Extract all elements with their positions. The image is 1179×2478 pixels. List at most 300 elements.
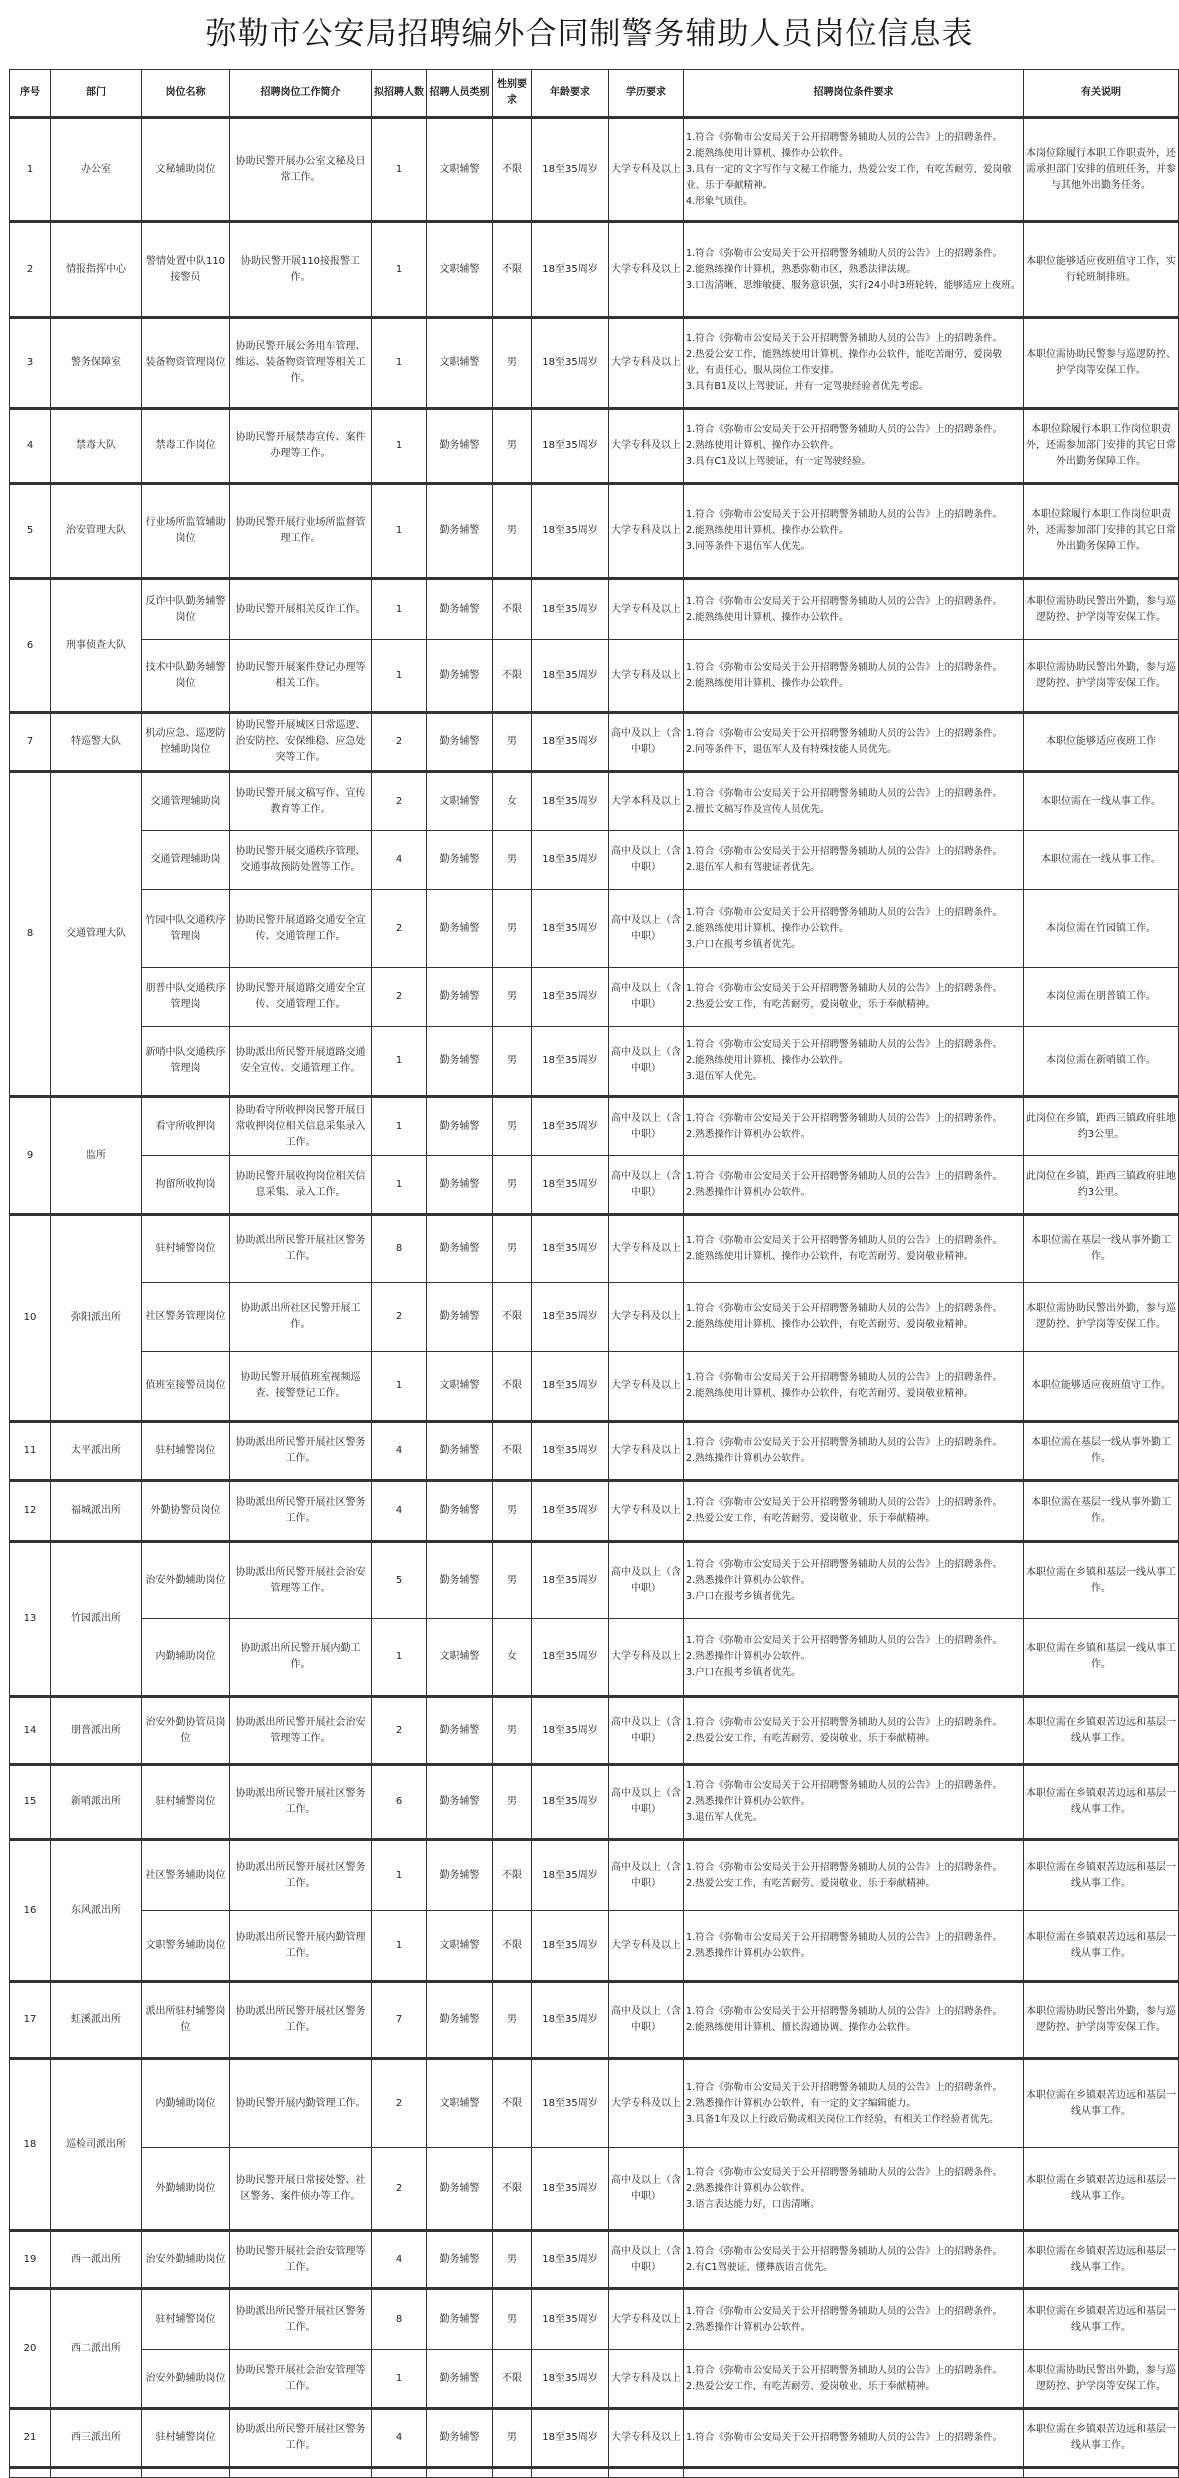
condition-item: 2.热爱公安工作，能熟练使用计算机、操作办公软件，能吃苦耐劳，爱岗敬业，有责任心，服从岗位工作安排。 (686, 349, 1003, 376)
position-name: 外勤协警员岗位 (142, 1481, 230, 1542)
staff-type: 勤务辅警 (427, 1481, 493, 1542)
position-name: 驻村辅警岗位 (142, 1422, 230, 1481)
age-requirement: 18至35周岁 (532, 1840, 609, 1911)
table-row (10, 118, 1179, 222)
condition-item: 2.能熟练使用计算机、操作办公软件。 (686, 922, 849, 934)
conditions (684, 579, 1024, 640)
position-name: 交通管理辅助岗 (142, 831, 230, 890)
age-requirement: 18至35周岁 (532, 1697, 609, 1765)
remarks: 本职位除履行本职工作岗位职责外，还需参加部门安排的其它日常外出勤务保障工作。 (1024, 409, 1179, 484)
remarks: 本职位能够适应夜班值守工作。 (1024, 1352, 1179, 1422)
position-description: 协助民警开展社会治安管理等工作。 (230, 2350, 372, 2409)
conditions (684, 1352, 1024, 1422)
table-row (10, 1352, 1179, 1422)
recruit-count: 4 (372, 1422, 427, 1481)
department: 治安管理大队 (51, 484, 142, 579)
gender-requirement: 男 (493, 1542, 532, 1619)
condition-item: 2.能熟练使用计算机、操作办公软件。 (686, 611, 849, 623)
condition-item: 2.熟悉操作计算机办公软件。 (686, 1186, 811, 1198)
condition-item: 1.符合《弥勒市公安局关于公开招聘警务辅助人员的公告》上的招聘条件。 (686, 1039, 1003, 1050)
remarks: 本职位需在乡镇和基层一线从事工作。 (1024, 1542, 1179, 1619)
position-name: 文秘辅助岗位 (142, 118, 230, 222)
education-requirement: 大学专科及以上 (609, 1911, 684, 1982)
position-description: 协助民警开展公务用车管理、维运、装备物资管理等相关工作。 (230, 318, 372, 409)
row-number: 21 (10, 2409, 51, 2468)
conditions (684, 1697, 1024, 1765)
gender-requirement: 男 (493, 968, 532, 1027)
empty-cell (372, 2468, 427, 2478)
staff-type: 勤务辅警 (427, 1027, 493, 1097)
position-description: 协助派出所民警开展社区警务工作。 (230, 1765, 372, 1840)
staff-type: 勤务辅警 (427, 1283, 493, 1352)
recruitment-table (9, 69, 1179, 2478)
table-row (10, 1027, 1179, 1097)
remarks: 本职位需协助民警出外勤，参与巡逻防控、护学岗等安保工作。 (1024, 640, 1179, 713)
condition-item: 2.熟悉操作计算机办公软件。 (686, 1796, 811, 1807)
education-requirement: 大学专科及以上 (609, 1619, 684, 1697)
conditions (684, 1422, 1024, 1481)
recruit-count: 5 (372, 1542, 427, 1619)
education-requirement: 大学专科及以上 (609, 409, 684, 484)
position-description: 协助民警开展110接报警工作。 (230, 222, 372, 318)
education-requirement: 高中及以上（含中职） (609, 1542, 684, 1619)
remarks: 本职位需在一线从事工作。 (1024, 772, 1179, 831)
department: 西三派出所 (51, 2409, 142, 2468)
department: 弥阳派出所 (51, 1215, 142, 1422)
position-description: 协助民警开展交通秩序管理、交通事故预防处置等工作。 (230, 831, 372, 890)
condition-item: 1.符合《弥勒市公安局关于公开招聘警务辅助人员的公告》上的招聘条件。 (686, 595, 1003, 607)
conditions (684, 1911, 1024, 1982)
empty-cell (230, 2468, 372, 2478)
age-requirement: 18至35周岁 (532, 409, 609, 484)
education-requirement: 高中及以上（含中职） (609, 1156, 684, 1215)
education-requirement: 高中及以上（含中职） (609, 2231, 684, 2289)
gender-requirement: 男 (493, 1027, 532, 1097)
gender-requirement: 男 (493, 409, 532, 484)
position-description: 协助民警开展相关反诈工作。 (230, 579, 372, 640)
row-number: 19 (10, 2231, 51, 2289)
staff-type: 勤务辅警 (427, 1156, 493, 1215)
education-requirement: 高中及以上（含中职） (609, 1027, 684, 1097)
remarks: 本职位需协助民警出外勤，参与巡逻防控、护学岗等安保工作。 (1024, 579, 1179, 640)
condition-item: 2.能熟练使用计算机、操作办公软件，有吃苦耐劳、爱岗敬业精神。 (686, 1251, 974, 1262)
gender-requirement: 男 (493, 1156, 532, 1215)
staff-type: 勤务辅警 (427, 1840, 493, 1911)
condition-item: 1.符合《弥勒市公安局关于公开招聘警务辅助人员的公告》上的招聘条件。 (686, 1112, 1003, 1124)
age-requirement: 18至35周岁 (532, 2289, 609, 2350)
position-name: 内勤辅助岗位 (142, 2059, 230, 2148)
age-requirement: 18至35周岁 (532, 579, 609, 640)
gender-requirement: 男 (493, 890, 532, 968)
position-name: 装备物资管理岗位 (142, 318, 230, 409)
condition-item: 2.能熟练使用计算机、操作办公软件。 (686, 147, 849, 159)
conditions (684, 1840, 1024, 1911)
recruit-count: 2 (372, 772, 427, 831)
header-position: 岗位名称 (142, 70, 230, 118)
condition-item: 1.符合《弥勒市公安局关于公开招聘警务辅助人员的公告》上的招聘条件。 (686, 1635, 1003, 1646)
education-requirement: 大学专科及以上 (609, 2289, 684, 2350)
position-description: 协助派出所民警开展社区警务工作。 (230, 2409, 372, 2468)
table-header-row (10, 70, 1179, 118)
gender-requirement: 男 (493, 2289, 532, 2350)
condition-item: 1.符合《弥勒市公安局关于公开招聘警务辅助人员的公告》上的招聘条件。 (686, 1931, 1003, 1943)
staff-type: 文职辅警 (427, 1911, 493, 1982)
position-name: 外勤辅助岗位 (142, 2148, 230, 2231)
education-requirement: 高中及以上（含中职） (609, 713, 684, 772)
conditions (684, 1156, 1024, 1215)
position-name: 禁毒工作岗位 (142, 409, 230, 484)
conditions (684, 484, 1024, 579)
education-requirement: 大学专科及以上 (609, 2059, 684, 2148)
position-name: 竹园中队交通秩序管理岗 (142, 890, 230, 968)
education-requirement: 高中及以上（含中职） (609, 831, 684, 890)
remarks: 本职位需协助民警出外勤，参与巡逻防控、护学岗等安保工作。 (1024, 2350, 1179, 2409)
department: 监所 (51, 1097, 142, 1215)
education-requirement: 大学专科及以上 (609, 1422, 684, 1481)
table-row (10, 1697, 1179, 1765)
table-row (10, 890, 1179, 968)
table-row (10, 1542, 1179, 1619)
row-number: 9 (10, 1097, 51, 1215)
condition-item: 1.符合《弥勒市公安局关于公开招聘警务辅助人员的公告》上的招聘条件。 (686, 2432, 1003, 2443)
staff-type: 勤务辅警 (427, 579, 493, 640)
condition-item: 1.符合《弥勒市公安局关于公开招聘警务辅助人员的公告》上的招聘条件。 (686, 983, 1003, 994)
condition-item: 1.符合《弥勒市公安局关于公开招聘警务辅助人员的公告》上的招聘条件。 (686, 2245, 1003, 2257)
condition-item: 1.符合《弥勒市公安局关于公开招聘警务辅助人员的公告》上的招聘条件。 (686, 728, 1003, 739)
age-requirement: 18至35周岁 (532, 2059, 609, 2148)
education-requirement: 大学专科及以上 (609, 484, 684, 579)
education-requirement: 大学专科及以上 (609, 118, 684, 222)
staff-type: 文职辅警 (427, 318, 493, 409)
position-name: 驻村辅警岗位 (142, 1215, 230, 1283)
row-number: 15 (10, 1765, 51, 1840)
condition-item: 2.热爱公安工作，有吃苦耐劳、爱岗敬业、乐于奉献精神。 (686, 2380, 935, 2392)
staff-type: 勤务辅警 (427, 2409, 493, 2468)
condition-item: 2.能熟练使用计算机、操作办公软件，有吃苦耐劳、爱岗敬业精神。 (686, 1319, 974, 1330)
gender-requirement: 女 (493, 772, 532, 831)
remarks: 本职位需在乡镇和基层一线从事工作。 (1024, 1619, 1179, 1697)
recruit-count: 1 (372, 1027, 427, 1097)
position-description: 协助民警开展道路交通安全宣传、交通管理工作。 (230, 968, 372, 1027)
gender-requirement: 不限 (493, 2350, 532, 2409)
row-number: 8 (10, 772, 51, 1097)
condition-item: 1.符合《弥勒市公安局关于公开招聘警务辅助人员的公告》上的招聘条件。 (686, 1235, 1003, 1246)
age-requirement: 18至35周岁 (532, 2350, 609, 2409)
condition-item: 2.熟练操作计算机办公软件。 (686, 1453, 811, 1464)
header-no: 序号 (10, 70, 51, 118)
empty-cell (10, 2468, 51, 2478)
conditions (684, 1097, 1024, 1156)
conditions (684, 1982, 1024, 2059)
remarks: 此岗位在乡镇，距西三镇政府驻地约3公里。 (1024, 1097, 1179, 1156)
condition-item: 4.形象气质佳。 (686, 195, 753, 207)
department: 刑事侦查大队 (51, 579, 142, 713)
table-row (10, 2289, 1179, 2350)
conditions (684, 1215, 1024, 1283)
table-row (10, 2231, 1179, 2289)
recruit-count: 1 (372, 1911, 427, 1982)
position-name: 治安外勤辅助岗位 (142, 2350, 230, 2409)
row-number: 4 (10, 409, 51, 484)
position-description: 协助民警开展城区日常巡逻、治安防控、安保维稳、应急处突等工作。 (230, 713, 372, 772)
gender-requirement: 不限 (493, 1352, 532, 1422)
gender-requirement: 男 (493, 2231, 532, 2289)
education-requirement: 大学专科及以上 (609, 2350, 684, 2409)
position-name: 值班室接警员岗位 (142, 1352, 230, 1422)
age-requirement: 18至35周岁 (532, 968, 609, 1027)
conditions (684, 409, 1024, 484)
condition-item: 1.符合《弥勒市公安局关于公开招聘警务辅助人员的公告》上的招聘条件。 (686, 2305, 1003, 2317)
condition-item: 3.户口在报考乡镇者优先。 (686, 1590, 801, 1602)
recruit-count: 1 (372, 579, 427, 640)
condition-item: 2.能熟练使用计算机、操作办公软件。 (686, 1055, 849, 1066)
department: 禁毒大队 (51, 409, 142, 484)
condition-item: 1.符合《弥勒市公安局关于公开招聘警务辅助人员的公告》上的招聘条件。 (686, 1437, 1003, 1448)
position-name: 社区警务辅助岗位 (142, 1840, 230, 1911)
recruit-count: 6 (372, 1765, 427, 1840)
table-row (10, 409, 1179, 484)
row-number: 2 (10, 222, 51, 318)
condition-item: 3.同等条件下退伍军人优先。 (686, 541, 811, 552)
remarks: 本岗位需在新哨镇工作。 (1024, 1027, 1179, 1097)
department: 太平派出所 (51, 1422, 142, 1481)
remarks: 本职位需在乡镇艰苦边远和基层一线从事工作。 (1024, 2289, 1179, 2350)
age-requirement: 18至35周岁 (532, 1619, 609, 1697)
department: 虹溪派出所 (51, 1982, 142, 2059)
position-name: 拘留所收拘岗 (142, 1156, 230, 1215)
staff-type: 勤务辅警 (427, 640, 493, 713)
age-requirement: 18至35周岁 (532, 2409, 609, 2468)
table-row (10, 1911, 1179, 1982)
row-number: 16 (10, 1840, 51, 1982)
table-row (10, 772, 1179, 831)
remarks: 本职位能够适应夜班工作 (1024, 713, 1179, 772)
department: 西一派出所 (51, 2231, 142, 2289)
age-requirement: 18至35周岁 (532, 1765, 609, 1840)
conditions (684, 640, 1024, 713)
row-number: 20 (10, 2289, 51, 2409)
position-description: 协助派出所民警开展内勤工作。 (230, 1619, 372, 1697)
conditions (684, 968, 1024, 1027)
position-name: 内勤辅助岗位 (142, 1619, 230, 1697)
position-description: 协助派出所民警开展社区警务工作。 (230, 1422, 372, 1481)
condition-item: 2.熟悉操作计算机办公软件。 (686, 2321, 811, 2333)
position-description: 协助派出所民警开展社区警务工作。 (230, 1982, 372, 2059)
position-description: 协助民警开展案件登记办理等相关工作。 (230, 640, 372, 713)
condition-item: 1.符合《弥勒市公安局关于公开招聘警务辅助人员的公告》上的招聘条件。 (686, 1558, 1003, 1570)
staff-type: 勤务辅警 (427, 1097, 493, 1156)
recruit-count: 1 (372, 1619, 427, 1697)
remarks: 本职位需在一线从事工作。 (1024, 831, 1179, 890)
condition-item: 3.户口在报考乡镇者优先。 (686, 938, 801, 950)
position-description: 协助派出所民警开展内勤管理工作。 (230, 1911, 372, 1982)
header-desc: 招聘岗位工作简介 (230, 70, 372, 118)
condition-item: 2.擅长文稿写作及宣传人员优先。 (686, 803, 830, 815)
condition-item: 3.具有一定的文字写作与文秘工作能力，热爱公安工作，有吃苦耐劳、爱岗敬业、乐于奉献精神。 (686, 163, 1012, 191)
row-number: 7 (10, 713, 51, 772)
education-requirement: 高中及以上（含中职） (609, 1765, 684, 1840)
row-number: 17 (10, 1982, 51, 2059)
conditions (684, 2231, 1024, 2289)
condition-item: 1.符合《弥勒市公安局关于公开招聘警务辅助人员的公告》上的招聘条件。 (686, 1372, 1003, 1383)
remarks: 本岗位需在朋普镇工作。 (1024, 968, 1179, 1027)
condition-item: 2.热爱公安工作，有吃苦耐劳、爱岗敬业、乐于奉献精神。 (686, 1513, 935, 1524)
age-requirement: 18至35周岁 (532, 1422, 609, 1481)
education-requirement: 高中及以上（含中职） (609, 1697, 684, 1765)
recruit-count: 1 (372, 1097, 427, 1156)
age-requirement: 18至35周岁 (532, 1982, 609, 2059)
recruit-count: 2 (372, 1697, 427, 1765)
condition-item: 1.符合《弥勒市公安局关于公开招聘警务辅助人员的公告》上的招聘条件。 (686, 846, 1003, 857)
department: 朋普派出所 (51, 1697, 142, 1765)
condition-item: 3.口齿清晰、思维敏捷、服务意识强，实行24小时3班轮转，能够适应上夜班。 (686, 279, 1021, 291)
remarks: 本职位能够适应夜班值守工作，实行轮班制排班。 (1024, 222, 1179, 318)
row-number: 12 (10, 1481, 51, 1542)
condition-item: 2.有C1驾驶证、懂彝族语言优先。 (686, 2261, 833, 2273)
recruit-count: 1 (372, 222, 427, 318)
recruit-count: 2 (372, 2148, 427, 2231)
staff-type: 勤务辅警 (427, 1542, 493, 1619)
position-description: 协助民警开展文稿写作、宣传教育等工作。 (230, 772, 372, 831)
condition-item: 1.符合《弥勒市公安局关于公开招聘警务辅助人员的公告》上的招聘条件。 (686, 424, 1003, 435)
staff-type: 勤务辅警 (427, 713, 493, 772)
education-requirement: 大学专科及以上 (609, 1215, 684, 1283)
recruit-count: 8 (372, 2289, 427, 2350)
education-requirement: 大学专科及以上 (609, 2409, 684, 2468)
condition-item: 2.能熟练使用计算机、操作办公软件，有吃苦耐劳、爱岗敬业精神。 (686, 1388, 974, 1399)
condition-item: 1.符合《弥勒市公安局关于公开招聘警务辅助人员的公告》上的招聘条件。 (686, 247, 1003, 259)
conditions (684, 1027, 1024, 1097)
header-edu: 学历要求 (609, 70, 684, 118)
position-name: 驻村辅警岗位 (142, 2289, 230, 2350)
header-dept: 部门 (51, 70, 142, 118)
recruit-count: 1 (372, 1156, 427, 1215)
education-requirement: 大学专科及以上 (609, 1283, 684, 1352)
table-row (10, 318, 1179, 409)
conditions (684, 772, 1024, 831)
empty-cell (142, 2468, 230, 2478)
remarks: 本岗位需在竹园镇工作。 (1024, 890, 1179, 968)
gender-requirement: 不限 (493, 1422, 532, 1481)
header-gender: 性别要求 (493, 70, 532, 118)
age-requirement: 18至35周岁 (532, 2231, 609, 2289)
education-requirement: 高中及以上（含中职） (609, 2148, 684, 2231)
row-number: 10 (10, 1215, 51, 1422)
age-requirement: 18至35周岁 (532, 1283, 609, 1352)
age-requirement: 18至35周岁 (532, 831, 609, 890)
row-number: 14 (10, 1697, 51, 1765)
table-row (10, 640, 1179, 713)
position-name: 派出所驻村辅警岗位 (142, 1982, 230, 2059)
gender-requirement: 男 (493, 1765, 532, 1840)
position-description: 协助看守所收押岗民警开展日常收押岗位相关信息采集录入工作。 (230, 1097, 372, 1156)
staff-type: 勤务辅警 (427, 890, 493, 968)
table-row (10, 1765, 1179, 1840)
age-requirement: 18至35周岁 (532, 2148, 609, 2231)
condition-item: 1.符合《弥勒市公安局关于公开招聘警务辅助人员的公告》上的招聘条件。 (686, 787, 1003, 799)
conditions (684, 1765, 1024, 1840)
recruit-count: 4 (372, 1481, 427, 1542)
table-row-partial (10, 2468, 1179, 2478)
remarks: 本职位需在乡镇艰苦边远和基层一线从事工作。 (1024, 1697, 1179, 1765)
position-description: 协助民警开展收拘岗位相关信息采集、录入工作。 (230, 1156, 372, 1215)
remarks: 本职位需在乡镇艰苦边远和基层一线从事工作。 (1024, 1840, 1179, 1911)
position-name: 技术中队勤务辅警岗位 (142, 640, 230, 713)
conditions (684, 713, 1024, 772)
header-count: 拟招聘人数 (372, 70, 427, 118)
row-number: 6 (10, 579, 51, 713)
position-name: 反诈中队勤务辅警岗位 (142, 579, 230, 640)
condition-item: 2.同等条件下，退伍军人及有特殊技能人员优先。 (686, 744, 897, 755)
department: 西二派出所 (51, 2289, 142, 2409)
condition-item: 2.熟练使用计算机、操作办公软件。 (686, 440, 840, 451)
staff-type: 勤务辅警 (427, 1215, 493, 1283)
recruit-count: 1 (372, 118, 427, 222)
condition-item: 3.具有B1及以上驾驶证，并有一定驾驶经验者优先考虑。 (686, 381, 929, 392)
recruit-count: 4 (372, 831, 427, 890)
recruit-count: 4 (372, 2409, 427, 2468)
gender-requirement: 不限 (493, 1283, 532, 1352)
table-row (10, 1156, 1179, 1215)
condition-item: 1.符合《弥勒市公安局关于公开招聘警务辅助人员的公告》上的招聘条件。 (686, 1716, 1003, 1728)
staff-type: 勤务辅警 (427, 1422, 493, 1481)
staff-type: 文职辅警 (427, 222, 493, 318)
staff-type: 勤务辅警 (427, 968, 493, 1027)
condition-item: 1.符合《弥勒市公安局关于公开招聘警务辅助人员的公告》上的招聘条件。 (686, 1780, 1003, 1791)
condition-item: 2.能熟练操作计算机，熟悉弥勒市区，熟悉法律法规。 (686, 263, 916, 275)
conditions (684, 1542, 1024, 1619)
recruit-count: 1 (372, 640, 427, 713)
position-description: 协助民警开展办公室文秘及日常工作。 (230, 118, 372, 222)
education-requirement: 高中及以上（含中职） (609, 1840, 684, 1911)
table-row (10, 2148, 1179, 2231)
position-description: 协助民警开展日常接处警、社区警务、案件侦办等工作。 (230, 2148, 372, 2231)
staff-type: 勤务辅警 (427, 409, 493, 484)
conditions (684, 222, 1024, 318)
condition-item: 2.熟悉操作计算机办公软件。 (686, 1128, 811, 1140)
row-number: 5 (10, 484, 51, 579)
position-description: 协助派出所民警开展社会治安管理等工作。 (230, 1542, 372, 1619)
gender-requirement: 男 (493, 713, 532, 772)
condition-item: 1.符合《弥勒市公安局关于公开招聘警务辅助人员的公告》上的招聘条件。 (686, 2081, 1003, 2093)
position-description: 协助民警开展值班室视频巡查、接警登记工作。 (230, 1352, 372, 1422)
remarks: 本职位需协助民警出外勤，参与巡逻防控、护学岗等安保工作。 (1024, 1982, 1179, 2059)
condition-item: 3.具有C1及以上驾驶证，有一定驾驶经验。 (686, 456, 872, 467)
condition-item: 1.符合《弥勒市公安局关于公开招聘警务辅助人员的公告》上的招聘条件。 (686, 2166, 1003, 2178)
conditions (684, 2350, 1024, 2409)
age-requirement: 18至35周岁 (532, 484, 609, 579)
table-row (10, 831, 1179, 890)
position-name: 看守所收押岗 (142, 1097, 230, 1156)
condition-item: 2.熟悉操作计算机办公软件，有一定的文字编辑能力。 (686, 2097, 916, 2109)
header-type: 招聘人员类别 (427, 70, 493, 118)
education-requirement: 高中及以上（含中职） (609, 968, 684, 1027)
age-requirement: 18至35周岁 (532, 1215, 609, 1283)
condition-item: 1.符合《弥勒市公安局关于公开招聘警务辅助人员的公告》上的招聘条件。 (686, 333, 1003, 344)
header-age: 年龄要求 (532, 70, 609, 118)
position-name: 文职警务辅助岗位 (142, 1911, 230, 1982)
condition-item: 2.能熟练使用计算机、操作办公软件。 (686, 525, 849, 536)
recruit-count: 1 (372, 484, 427, 579)
remarks: 本职位需在基层一线从事外勤工作。 (1024, 1422, 1179, 1481)
department: 特巡警大队 (51, 713, 142, 772)
condition-item: 1.符合《弥勒市公安局关于公开招聘警务辅助人员的公告》上的招聘条件。 (686, 1303, 1003, 1314)
position-name: 治安外勤辅助岗位 (142, 2231, 230, 2289)
empty-cell (1024, 2468, 1179, 2478)
remarks: 本职位需在乡镇艰苦边远和基层一线从事工作。 (1024, 1911, 1179, 1982)
age-requirement: 18至35周岁 (532, 1027, 609, 1097)
gender-requirement: 不限 (493, 579, 532, 640)
